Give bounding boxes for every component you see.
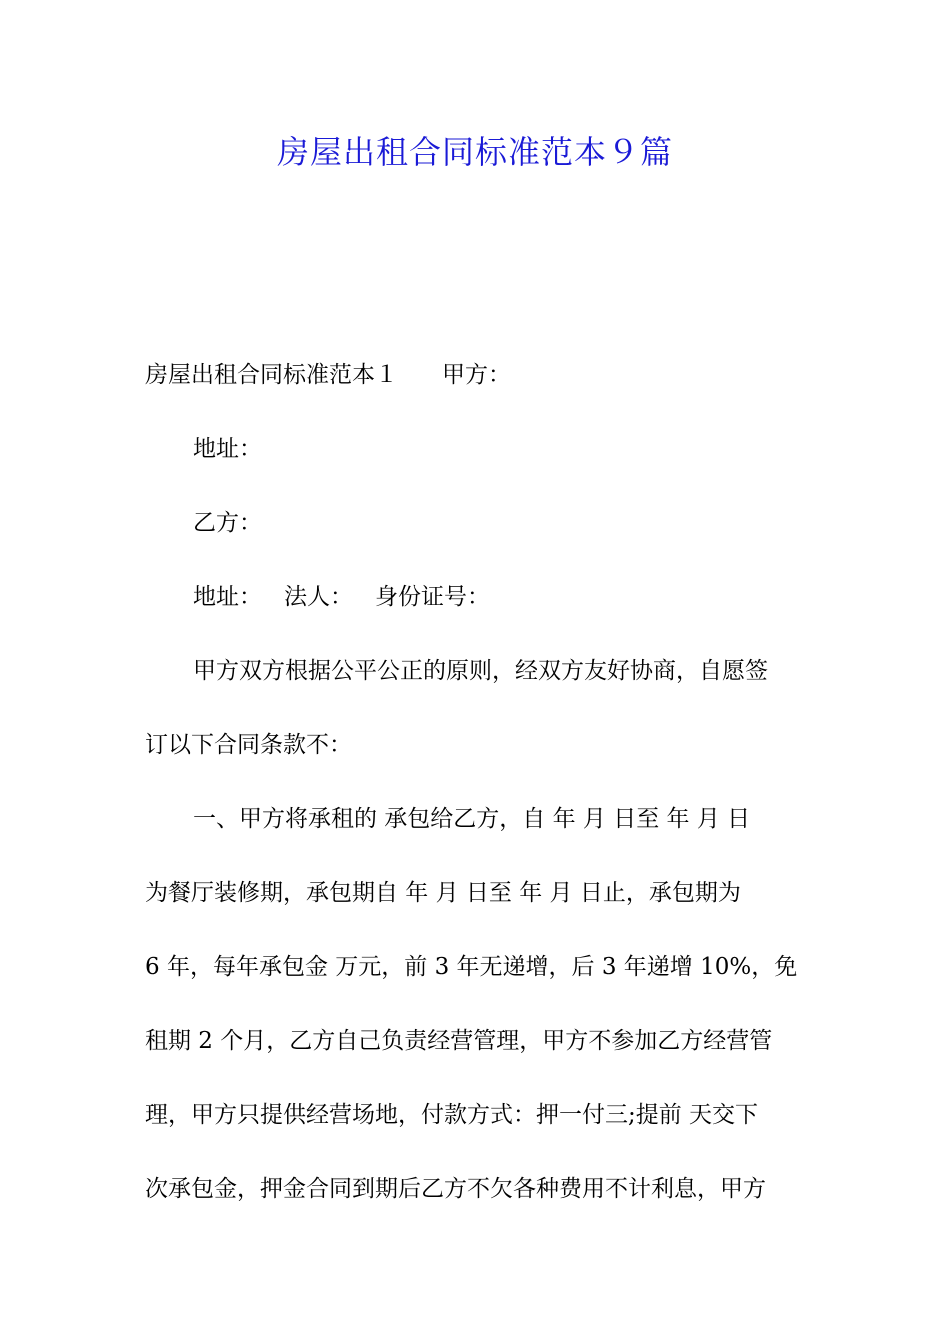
address-label: 地址： — [193, 584, 262, 610]
address-label: 地址： — [193, 436, 262, 462]
paragraph-line: 甲方双方根据公平公正的原则，经双方友好协商，自愿签 — [193, 658, 768, 684]
paragraph-line: 理，甲方只提供经营场地，付款方式：押一付三;提前 天交下 — [145, 1102, 759, 1128]
paragraph-line: 6 年，每年承包金 万元，前 3 年无递增，后 3 年递增 10%，免 — [145, 954, 798, 980]
address-line-2 — [145, 560, 810, 634]
address-line-1 — [145, 412, 810, 486]
paragraph-line: 一、甲方将承租的 承包给乙方，自 年 月 日至 年 月 日 — [193, 806, 751, 832]
paragraph-line: 订以下合同条款不： — [145, 732, 352, 758]
heading-line — [145, 338, 810, 412]
party-b-line — [145, 486, 810, 560]
id-number-label: 身份证号： — [375, 584, 490, 610]
document-body — [145, 338, 810, 1226]
legal-person-label: 法人： — [284, 584, 353, 610]
party-a-label: 甲方： — [442, 362, 511, 388]
paragraph-line: 次承包金，押金合同到期后乙方不欠各种费用不计利息，甲方 — [145, 1176, 766, 1202]
paragraph-line: 为餐厅装修期，承包期自 年 月 日至 年 月 日止，承包期为 — [145, 880, 741, 906]
document-title: 房屋出租合同标准范本９篇 — [276, 133, 673, 171]
party-b-label: 乙方： — [193, 510, 262, 536]
section-heading: 房屋出租合同标准范本１ — [145, 362, 398, 388]
paragraph-line: 租期 2 个月，乙方自己负责经营管理，甲方不参加乙方经营管 — [145, 1028, 773, 1054]
